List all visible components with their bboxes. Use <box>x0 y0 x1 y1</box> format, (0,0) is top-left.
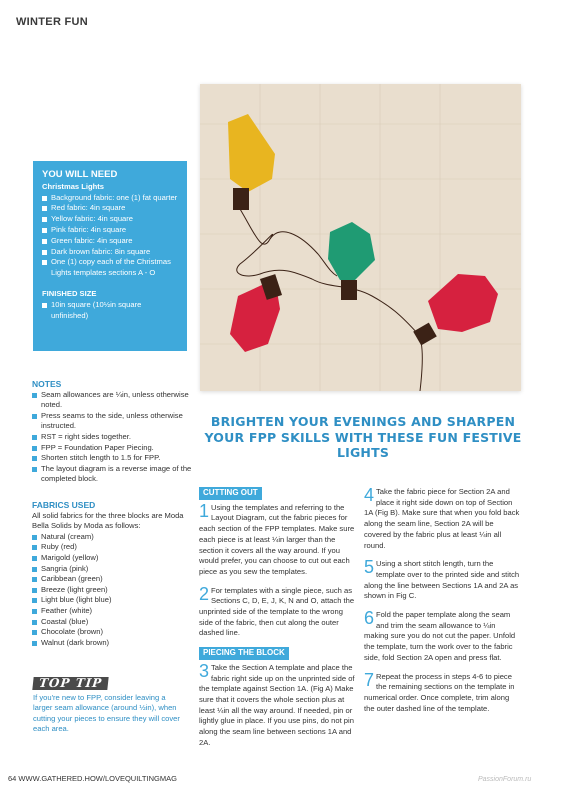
fabrics-list <box>32 532 192 649</box>
list-item: Yellow fabric: 4in square <box>42 214 178 225</box>
list-item: FPP = Foundation Paper Piecing. <box>32 443 192 454</box>
top-tip <box>33 677 187 735</box>
step-text: Take the Section A template and place the fabric right side up on the unprinted side of the template against Section 1A. (Fig A) Make sure that it covers the whole section plus at least ¼in all the way around. If needed, pin or lightly glue in place. If you use pins, do not pin along the seam line between sections 1A and 2A. <box>199 662 355 747</box>
step-item <box>364 487 520 551</box>
list-item: Shorten stitch length to 1.5 for FPP. <box>32 453 192 464</box>
step-number: 6 <box>364 608 375 629</box>
list-item: Breeze (light green) <box>32 585 192 596</box>
materials-list <box>42 193 178 279</box>
step-item <box>364 669 520 715</box>
step-text: Fold the paper template along the seam and trim the seam allowance to ¼in making sure you do not cut the paper. Unfold the template, turn the work over to the fabric side, fold Section 2A open and press flat. <box>364 610 516 662</box>
list-item: Chocolate (brown) <box>32 627 192 638</box>
list-item: Caribbean (green) <box>32 574 192 585</box>
you-will-need-subtitle: Christmas Lights <box>42 181 105 191</box>
list-item: Pink fabric: 4in square <box>42 225 178 236</box>
step-number: 1 <box>199 500 210 521</box>
step-item <box>199 500 355 578</box>
finished-size-title: FINISHED SIZE <box>42 288 97 298</box>
quilt-block-photo <box>200 84 521 391</box>
notes-section <box>32 379 192 485</box>
list-item: One (1) copy each of the Christmas Lights templates sections A - O <box>42 257 178 279</box>
top-tip-text: If you're new to FPP, consider leaving a larger seam allowance (around ½in), when cutting your pieces to ensure they will cover each area. <box>33 692 180 734</box>
christmas-lights-quilt-image <box>200 84 521 391</box>
page-footer: 64 WWW.GATHERED.HOW/LOVEQUILTINGMAG <box>8 774 177 783</box>
list-item: Walnut (dark brown) <box>32 638 192 649</box>
you-will-need-title: YOU WILL NEED <box>42 169 118 180</box>
step-text: Repeat the process in steps 4-6 to piece the remaining sections on the template in numerical order. Once complete, trim along the outer dashed line of the template. <box>364 671 515 713</box>
list-item: Press seams to the side, unless otherwise instructed. <box>32 411 192 432</box>
list-item: Green fabric: 4in square <box>42 236 178 247</box>
step-text: Take the fabric piece for Section 2A and place it right side down on top of Section 1A (Fig B). Make sure that when you fold back along the seam line, Section 2A will be covered by the fabric plus at least ¼in all round. <box>364 487 520 550</box>
top-tip-title: TOP TIP <box>32 677 108 690</box>
you-will-need-box <box>33 161 187 351</box>
list-item: Sangria (pink) <box>32 564 192 575</box>
list-item: Ruby (red) <box>32 542 192 553</box>
list-item: Seam allowances are ¼in, unless otherwise noted. <box>32 390 192 411</box>
notes-title: NOTES <box>32 379 62 389</box>
step-item <box>364 559 520 602</box>
step-text: Using a short stitch length, turn the template over to the printed side and stitch along the line between Sections 1A and 2A as shown in Fig C. <box>364 559 520 601</box>
instructions-column-right <box>364 487 520 722</box>
section-tag: WINTER FUN <box>16 16 89 28</box>
step-number: 3 <box>199 660 210 681</box>
cutting-out-heading: CUTTING OUT <box>199 487 262 500</box>
list-item: Coastal (blue) <box>32 617 192 628</box>
step-number: 4 <box>364 485 375 505</box>
step-text: Using the templates and referring to the Layout Diagram, cut the fabric pieces for each section of the FPP templates. Make sure each piece is at least ¼in larger than the section it covers all the way around. If you would prefer, you can choose to cut out each piece as you sew the templates. <box>199 502 355 576</box>
finished-size-list <box>42 300 178 322</box>
step-number: 2 <box>199 583 210 604</box>
list-item: Background fabric: one (1) fat quarter <box>42 193 178 204</box>
list-item: Red fabric: 4in square <box>42 203 178 214</box>
notes-list <box>32 390 192 485</box>
step-item <box>364 610 520 664</box>
list-item: Marigold (yellow) <box>32 553 192 564</box>
list-item: The layout diagram is a reverse image of the completed block. <box>32 464 192 485</box>
article-headline: BRIGHTEN YOUR EVENINGS AND SHARPEN YOUR FPP SKILLS WITH THESE FUN FESTIVE LIGHTS <box>204 414 522 460</box>
step-item <box>199 660 355 749</box>
step-number: 5 <box>364 557 375 578</box>
list-item: Dark brown fabric: 8in square <box>42 247 178 258</box>
list-item: 10in square (10½in square unfinished) <box>42 300 178 322</box>
step-text: For templates with a single piece, such as Sections C, D, E, J, K, N and O, attach the unprinted side of the template to the wrong side of the fabric, then cut along the outer dashed line. <box>199 585 355 638</box>
piecing-heading: PIECING THE BLOCK <box>199 647 289 660</box>
fabrics-title: FABRICS USED <box>32 500 96 510</box>
list-item: Feather (white) <box>32 606 192 617</box>
fabrics-section <box>32 500 192 648</box>
list-item: RST = right sides together. <box>32 432 192 443</box>
instructions-column-left <box>199 487 355 756</box>
fabrics-intro: All solid fabrics for the three blocks are Moda Bella Solids by Moda as follows: <box>32 510 184 531</box>
list-item: Light blue (light blue) <box>32 595 192 606</box>
step-number: 7 <box>364 669 375 690</box>
watermark: PassionForum.ru <box>478 776 532 783</box>
step-item <box>199 583 355 640</box>
list-item: Natural (cream) <box>32 532 192 543</box>
